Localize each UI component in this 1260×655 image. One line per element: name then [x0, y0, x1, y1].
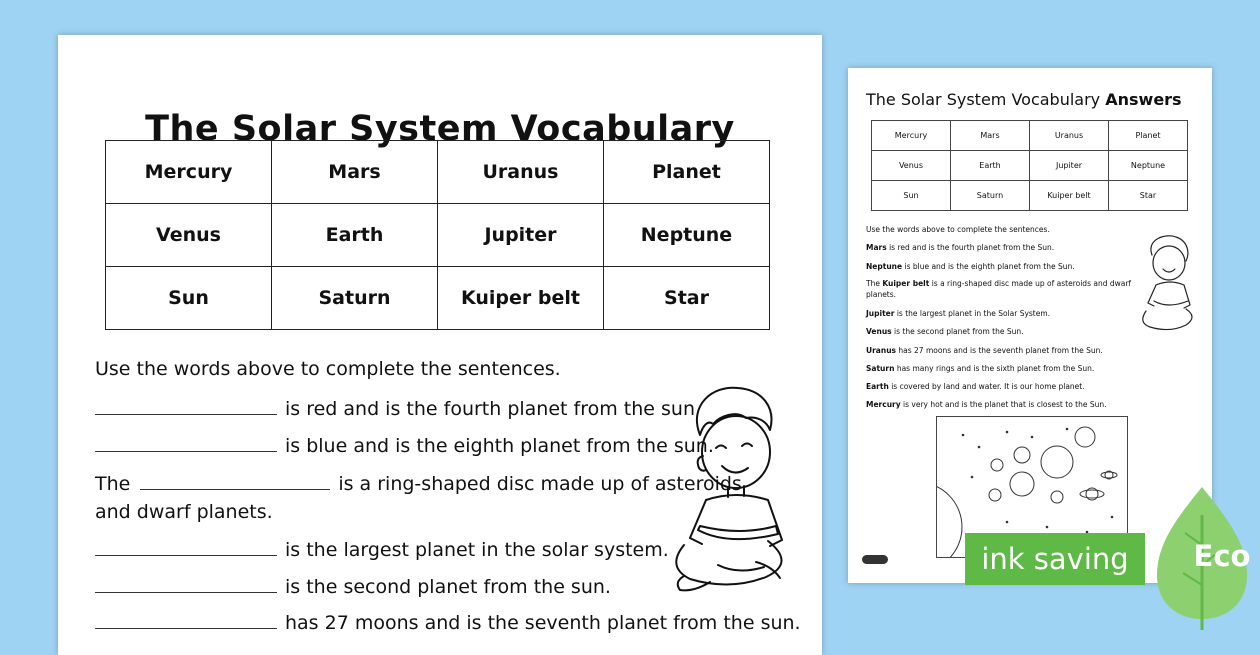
answer-word: Venus [866, 327, 892, 336]
answer-word: Mercury [866, 400, 901, 409]
table-row [872, 151, 1188, 181]
answer-instructions: Use the words above to complete the sentences. [866, 225, 1050, 234]
vocab-word: Neptune [1109, 151, 1188, 181]
vocab-word: Sun [872, 181, 951, 211]
answer-title-bold: Answers [1105, 90, 1182, 109]
answer-blank[interactable] [140, 473, 330, 490]
vocab-word: Jupiter [438, 204, 604, 267]
vocab-word: Venus [872, 151, 951, 181]
answer-text: is covered by land and water. It is our home planet. [891, 382, 1085, 391]
vocab-word: Venus [106, 204, 272, 267]
ink-saving-badge [965, 485, 1260, 630]
sentence-text: is blue and is the eighth planet from the sun. [285, 435, 714, 457]
answer-title-text: The Solar System Vocabulary [866, 90, 1101, 109]
vocab-word: Earth [272, 204, 438, 267]
table-row [106, 267, 770, 330]
answer-line [866, 326, 1141, 337]
sentence-text: is the largest planet in the solar system. [285, 539, 669, 561]
vocab-word: Saturn [272, 267, 438, 330]
answer-blank[interactable] [95, 612, 277, 629]
answer-word: Mars [866, 243, 887, 252]
answer-text: is red and is the fourth planet from the Sun. [889, 243, 1055, 252]
vocab-word: Star [604, 267, 770, 330]
answer-line [866, 242, 1141, 253]
vocab-word: Sun [106, 267, 272, 330]
vocab-word: Planet [1109, 121, 1188, 151]
ink-saving-label: ink saving [965, 533, 1145, 585]
worksheet-instructions: Use the words above to complete the sentences. [95, 358, 561, 380]
answer-line [866, 345, 1141, 356]
sentence-prefix: The [95, 473, 131, 495]
answer-prefix: The [866, 279, 880, 288]
answer-word: Saturn [866, 364, 895, 373]
answer-blank[interactable] [95, 539, 277, 556]
sentence-text: is a ring-shaped disc made up of asteroids [338, 473, 742, 495]
vocab-word: Star [1109, 181, 1188, 211]
table-row [106, 204, 770, 267]
sentence-line [95, 398, 695, 420]
vocab-word: Saturn [951, 181, 1030, 211]
answer-line [866, 381, 1141, 392]
vocab-word: Planet [604, 141, 770, 204]
answer-word: Uranus [866, 346, 896, 355]
eco-label: Eco [1193, 539, 1251, 573]
sentence-text: is red and is the fourth planet from the sun [285, 398, 695, 420]
answer-text: is a ring-shaped disc made up of asteroids and dwarf planets. [866, 279, 1132, 299]
sentence-text: is the second planet from the sun. [285, 576, 611, 598]
answer-blank[interactable] [95, 576, 277, 593]
vocabulary-table [105, 140, 770, 330]
small-child-illustration [1136, 233, 1196, 333]
answer-line [866, 261, 1141, 272]
sentence-continuation: and dwarf planets. [95, 501, 273, 523]
answer-word: Neptune [866, 262, 903, 271]
child-reading-illustration [658, 380, 808, 595]
table-row [106, 141, 770, 204]
vocab-word: Kuiper belt [438, 267, 604, 330]
vocab-word: Mercury [872, 121, 951, 151]
answer-word: Kuiper belt [882, 279, 930, 288]
answer-word: Jupiter [866, 309, 895, 318]
vocab-word: Jupiter [1030, 151, 1109, 181]
answer-line [866, 308, 1141, 319]
answer-blank[interactable] [95, 398, 277, 415]
vocab-word: Uranus [438, 141, 604, 204]
answer-text: has many rings and is the sixth planet from the Sun. [896, 364, 1095, 373]
answer-text: is the largest planet in the Solar System. [896, 309, 1051, 318]
answer-line [866, 363, 1141, 374]
sentence-text: has 27 moons and is the seventh planet from the sun. [285, 612, 801, 634]
answer-word: Earth [866, 382, 889, 391]
answer-text: has 27 moons and is the seventh planet from the Sun. [898, 346, 1103, 355]
vocab-word: Mars [272, 141, 438, 204]
worksheet-title: The Solar System Vocabulary [145, 109, 735, 149]
answer-sheet-title [866, 90, 1182, 109]
sentence-line [95, 576, 611, 598]
answer-line [866, 399, 1141, 410]
sentence-line [95, 539, 669, 561]
vocab-word: Mercury [106, 141, 272, 204]
answer-line [866, 278, 1146, 300]
answer-text: is the second planet from the Sun. [894, 327, 1024, 336]
table-row [872, 121, 1188, 151]
publisher-logo [862, 555, 888, 564]
answer-text: is blue and is the eighth planet from the Sun. [904, 262, 1075, 271]
vocab-word: Kuiper belt [1030, 181, 1109, 211]
vocab-word: Mars [951, 121, 1030, 151]
sentence-line [95, 435, 714, 457]
answer-blank[interactable] [95, 435, 277, 452]
table-row [872, 181, 1188, 211]
sentence-line [95, 473, 742, 495]
answer-text: is very hot and is the planet that is closest to the Sun. [903, 400, 1107, 409]
sentence-line [95, 612, 801, 634]
vocab-word: Neptune [604, 204, 770, 267]
worksheet-page [58, 35, 822, 655]
vocab-word: Uranus [1030, 121, 1109, 151]
vocab-word: Earth [951, 151, 1030, 181]
answer-vocabulary-table [871, 120, 1188, 211]
